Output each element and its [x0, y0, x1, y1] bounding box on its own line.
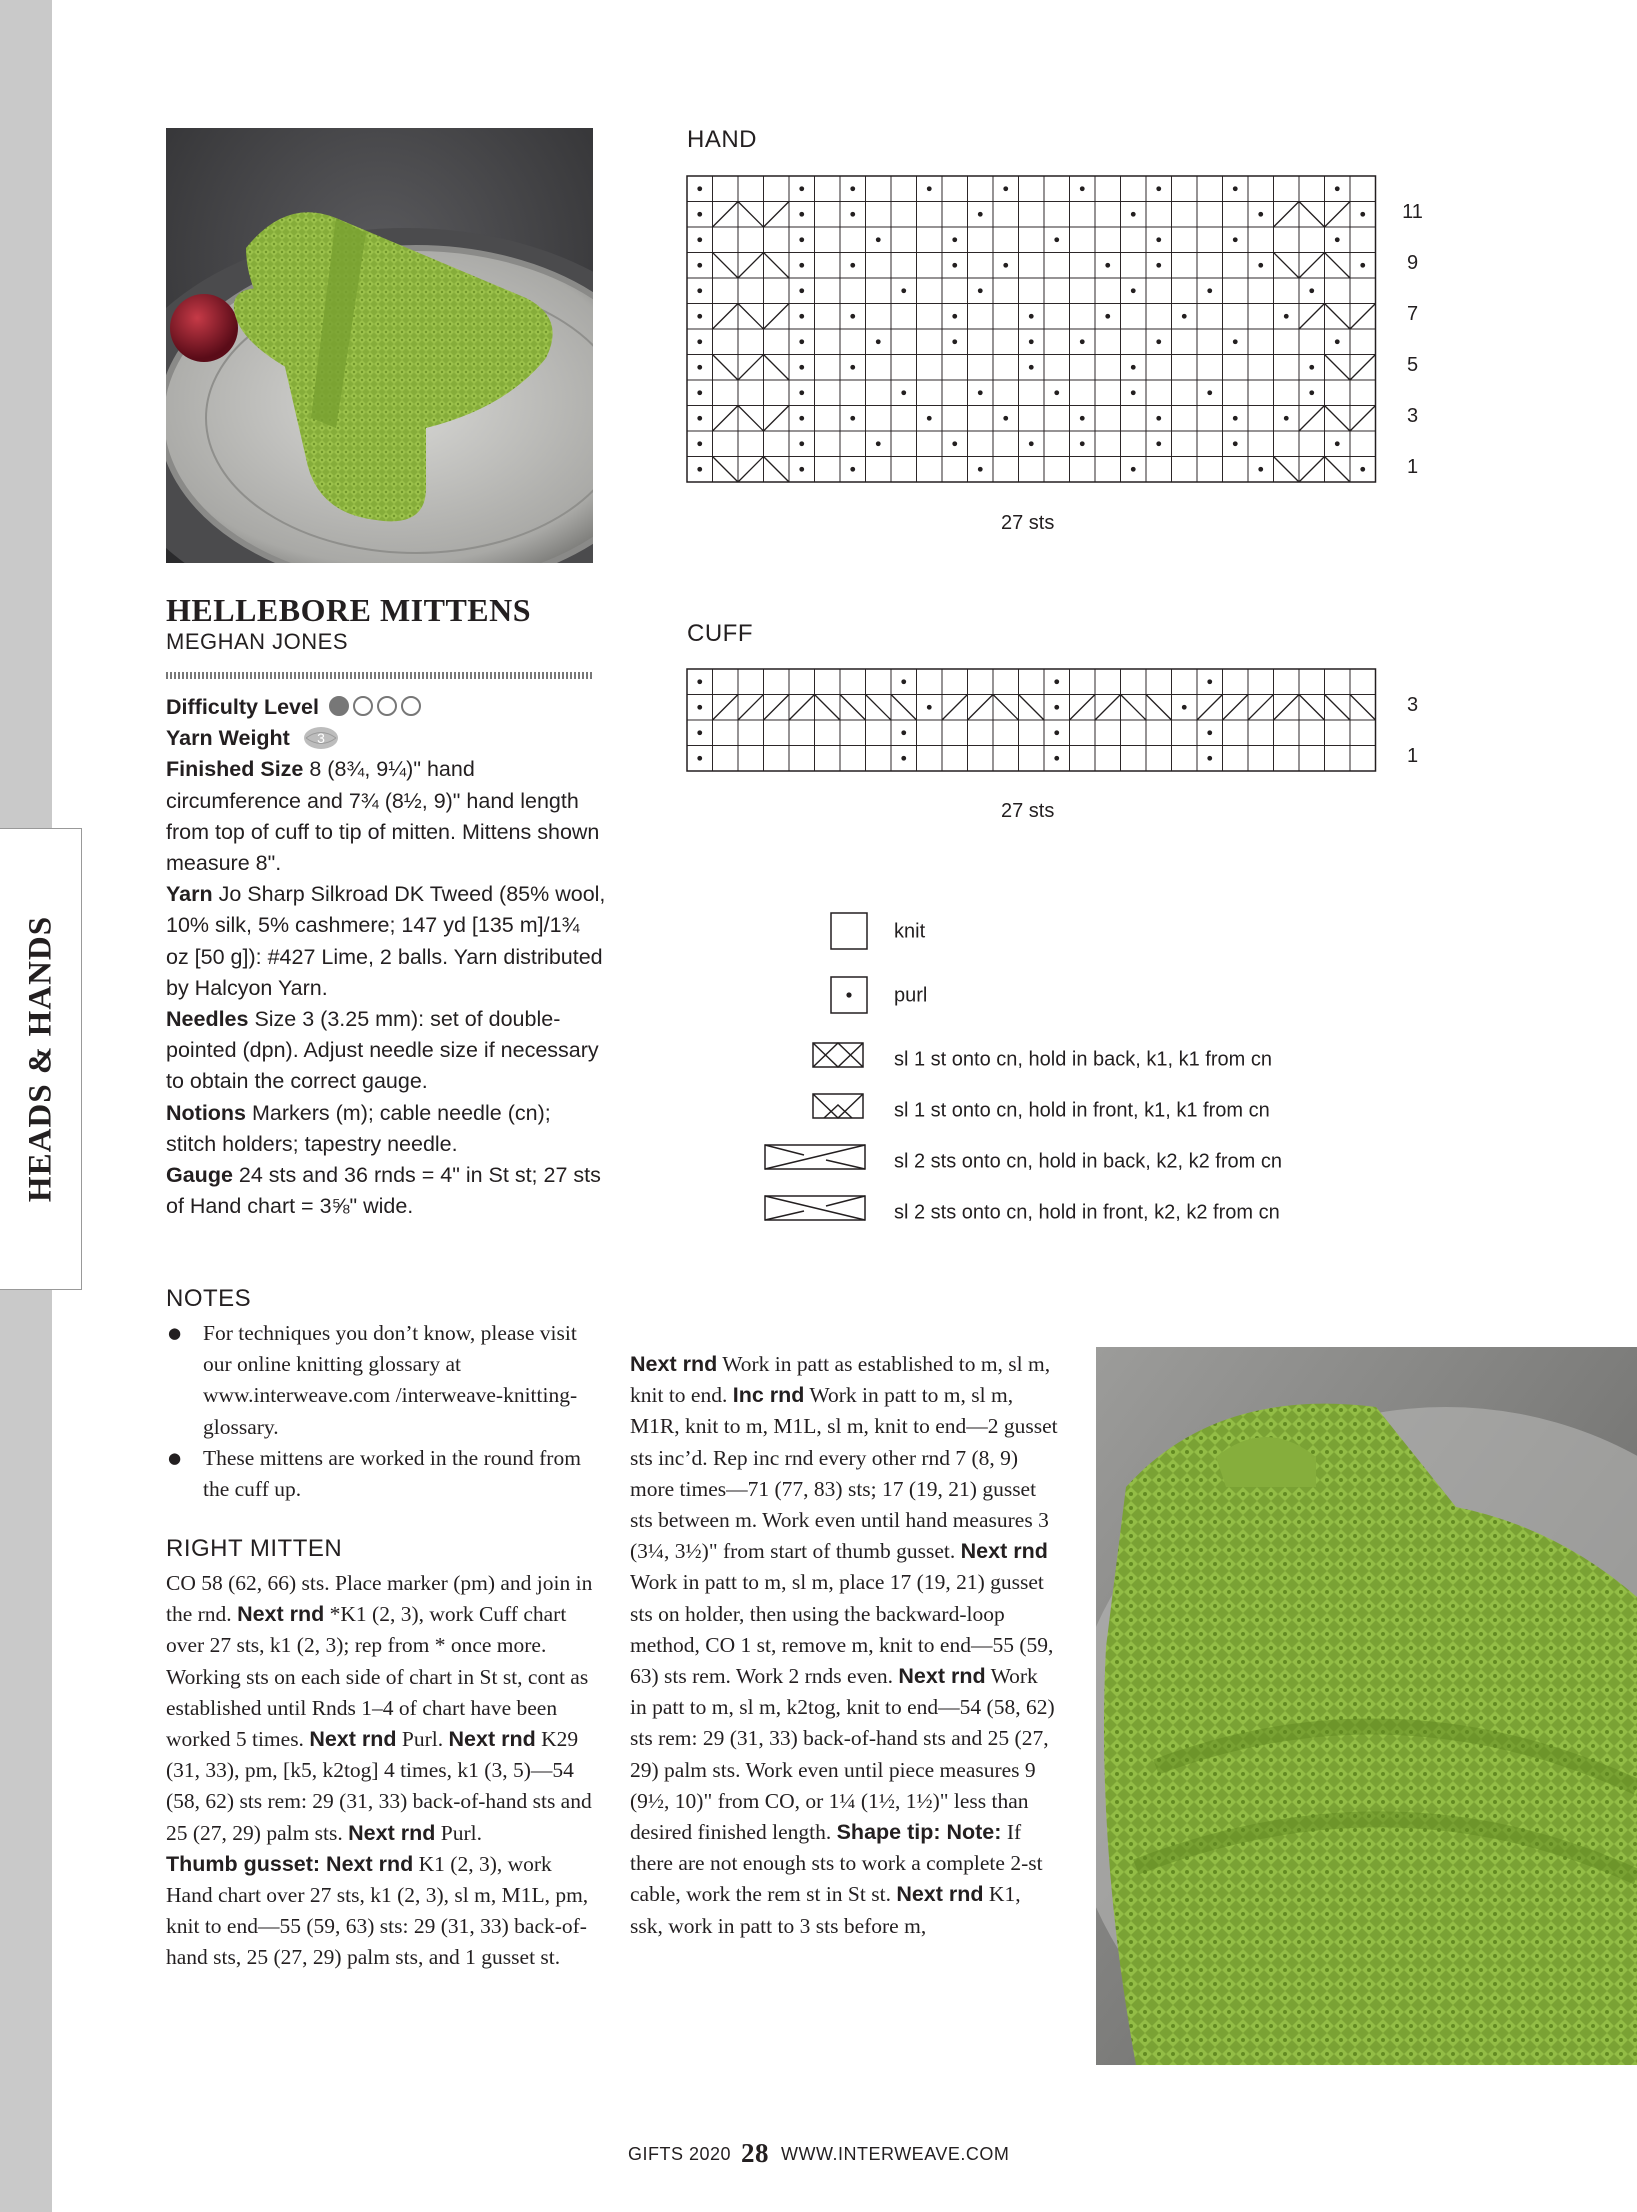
- purl-dot: [1156, 263, 1161, 268]
- row-number: 7: [1406, 303, 1419, 326]
- purl-dot: [1029, 441, 1034, 446]
- purl-dot: [1131, 467, 1136, 472]
- purl-dot: [952, 441, 957, 446]
- purl-dot: [697, 186, 702, 191]
- yarn-weight-icon: [302, 725, 340, 751]
- specs-block: Difficulty Level Yarn Weight 3 Finished Size 8 (8¾, 9¼)" hand circumference and 7¾ (8½, 9)" hand length from top of cuff to tip of mitten. Mittens shown measure 8". Yarn Jo Sharp Silkroad DK Tweed (85% wool, 10% silk, 5% cashmere; 147 yd [135 m]/1¾ oz [50 g]): #427 Lime, 2 balls. Yarn distributed by Halcyon Yarn. Needles Size 3 (3.25 mm): set of double-pointed (dpn). Adjust needle size if necessary to obtain the correct gauge. Notions Markers (m); cable needle (cn); stitch holders; tapestry needle. Gauge 24 sts and 36 rnds = 4" in St st; 27 sts of Hand chart = 3⅝" wide.: [166, 692, 606, 1222]
- row-number: 9: [1406, 252, 1419, 275]
- magazine-name: GIFTS 2020: [628, 2144, 732, 2164]
- legend-label: sl 1 st onto cn, hold in back, k1, k1 from cn: [894, 1048, 1272, 1071]
- purl-dot: [1233, 441, 1238, 446]
- purl-dot: [901, 730, 906, 735]
- cuff-chart-title: CUFF: [687, 620, 753, 647]
- purl-dot: [1284, 416, 1289, 421]
- purl-dot: [1131, 212, 1136, 217]
- purl-dot: [1080, 339, 1085, 344]
- section-tab-label: HEADS & HANDS: [22, 915, 58, 1203]
- purl-dot: [850, 186, 855, 191]
- row-number: 1: [1406, 745, 1419, 768]
- purl-dot: [952, 263, 957, 268]
- purl-dot: [697, 756, 702, 761]
- purl-dot: [1156, 416, 1161, 421]
- purl-dot: [1207, 288, 1212, 293]
- row-number: 11: [1402, 201, 1423, 224]
- purl-dot: [1156, 339, 1161, 344]
- purl-dot: [1309, 365, 1314, 370]
- purl-dot: [1105, 263, 1110, 268]
- legend-label: knit: [894, 920, 926, 943]
- purl-dot: [952, 314, 957, 319]
- difficulty-circle-icon: [329, 696, 349, 716]
- purl-dot: [1207, 730, 1212, 735]
- legend-label: sl 2 sts onto cn, hold in front, k2, k2 from cn: [894, 1201, 1280, 1224]
- cuff-chart: [686, 668, 1378, 772]
- purl-dot: [1054, 730, 1059, 735]
- purl-dot: [1207, 679, 1212, 684]
- note-item: ● These mittens are worked in the round from the cuff up.: [166, 1443, 596, 1505]
- purl-dot: [850, 314, 855, 319]
- purl-dot: [1156, 237, 1161, 242]
- mittens-photo: [166, 128, 593, 563]
- knit-symbol-icon: [830, 912, 870, 952]
- designer-name: MEGHAN JONES: [166, 629, 349, 654]
- purl-dot: [697, 314, 702, 319]
- purl-dot: [697, 441, 702, 446]
- purl-dot: [952, 237, 957, 242]
- purl-dot: [1233, 237, 1238, 242]
- purl-dot: [901, 390, 906, 395]
- continued-instructions: Next rnd Work in patt as established to m, sl m, knit to end. Inc rnd Work in patt to m, sl m, M1R, knit to m, M1L, sl m, knit to end—2 gusset sts inc’d. Rep inc rnd every other rnd 7 (8, 9) more times—71 (77, 83) sts; 17 (19, 21) gusset sts between m. Work even until hand measures 3 (3¼, 3½)" from start of thumb gusset. Next rnd Work in patt to m, sl m, place 17 (19, 21) gusset sts on holder, then using the backward-loop method, CO 1 st, remove m, knit to end—55 (59, 63) sts rem. Work 2 rnds even. Next rnd Work in patt to m, sl m, k2tog, knit to end—54 (58, 62) sts rem: 29 (31, 33) back-of-hand sts and 25 (27, 29) palm sts. Work even until piece measures 9 (9½, 10)" from CO, or 1¼ (1½, 1½)" less than desired finished length. Shape tip: Note: If there are not enough sts to work a complete 2-st cable, work the rem st in St st. Next rnd K1, ssk, work in patt to 3 sts before m,: [630, 1352, 1058, 1938]
- purl-dot: [1003, 263, 1008, 268]
- purl-dot: [1258, 212, 1263, 217]
- purl-dot: [978, 390, 983, 395]
- purl-dot: [1131, 390, 1136, 395]
- purl-dot: [850, 467, 855, 472]
- hand-chart: [686, 175, 1378, 483]
- purl-dot: [927, 705, 932, 710]
- mitten-closeup-photo: [1096, 1347, 1637, 2065]
- difficulty-circle-icon: [401, 696, 421, 716]
- purl-dot: [799, 314, 804, 319]
- purl-dot: [1054, 756, 1059, 761]
- purl-dot: [1284, 314, 1289, 319]
- right-cross-1-1-icon: [812, 1040, 868, 1070]
- purl-dot: [850, 212, 855, 217]
- purl-dot: [1029, 339, 1034, 344]
- purl-dot: [799, 365, 804, 370]
- section-tab: [0, 828, 82, 1290]
- hand-chart-title: HAND: [687, 126, 758, 153]
- legend-label: sl 1 st onto cn, hold in front, k1, k1 from cn: [894, 1099, 1270, 1122]
- purl-symbol-icon: [830, 976, 870, 1016]
- purl-dot: [1309, 390, 1314, 395]
- purl-dot: [1207, 756, 1212, 761]
- purl-dot: [1335, 441, 1340, 446]
- purl-dot: [697, 212, 702, 217]
- purl-dot: [799, 237, 804, 242]
- purl-dot: [799, 416, 804, 421]
- purl-dot: [1054, 390, 1059, 395]
- purl-dot: [927, 186, 932, 191]
- purl-dot: [978, 212, 983, 217]
- purl-dot: [978, 467, 983, 472]
- purl-dot: [697, 237, 702, 242]
- purl-dot: [799, 263, 804, 268]
- purl-dot: [1207, 390, 1212, 395]
- purl-dot: [1233, 186, 1238, 191]
- notes-list: [166, 1318, 596, 1505]
- purl-dot: [1156, 186, 1161, 191]
- purl-dot: [1233, 416, 1238, 421]
- purl-dot: [876, 237, 881, 242]
- purl-dot: [697, 339, 702, 344]
- purl-dot: [697, 416, 702, 421]
- purl-dot: [1080, 441, 1085, 446]
- difficulty-line: Difficulty Level: [166, 692, 606, 723]
- purl-dot: [876, 339, 881, 344]
- cuff-stitch-count: 27 sts: [1001, 800, 1055, 822]
- row-number: 1: [1406, 456, 1419, 479]
- purl-dot: [1335, 339, 1340, 344]
- right-mitten-instructions: CO 58 (62, 66) sts. Place marker (pm) and join in the rnd. Next rnd *K1 (2, 3), work Cuff chart over 27 sts, k1 (2, 3); rep from * once more. Working sts on each side of chart in St st, cont as established until Rnds 1–4 of chart have been worked 5 times. Next rnd Purl. Next rnd K29 (31, 33), pm, [k5, k2tog] 4 times, k1 (3, 5)—54 (58, 62) sts rem: 29 (31, 33) back-of-hand sts and 25 (27, 29) palm sts. Next rnd Purl. Thumb gusset: Next rnd K1 (2, 3), work Hand chart over 27 sts, k1 (2, 3), sl m, M1L, pm, knit to end—55 (59, 63) sts: 29 (31, 33) back-of-hand sts, 25 (27, 29) palm sts, and 1 gusset st.: [166, 1571, 593, 1970]
- purl-dot: [1003, 186, 1008, 191]
- purl-dot: [1182, 314, 1187, 319]
- purl-dot: [697, 730, 702, 735]
- purl-dot: [850, 416, 855, 421]
- purl-dot: [1131, 365, 1136, 370]
- title-rule: [166, 672, 592, 679]
- purl-dot: [1054, 237, 1059, 242]
- purl-dot: [697, 390, 702, 395]
- purl-dot: [697, 705, 702, 710]
- purl-dot: [1156, 441, 1161, 446]
- purl-dot: [1080, 186, 1085, 191]
- purl-dot: [1258, 263, 1263, 268]
- purl-dot: [1360, 467, 1365, 472]
- yarn-weight-line: Yarn Weight 3: [166, 723, 606, 754]
- purl-dot: [1029, 365, 1034, 370]
- purl-dot: [697, 365, 702, 370]
- website: WWW.INTERWEAVE.COM: [781, 2144, 1010, 2164]
- purl-dot: [799, 288, 804, 293]
- purl-dot: [1360, 212, 1365, 217]
- note-item: ● For techniques you don’t know, please visit our online knitting glossary at www.interweave.com /interweave-knitting-glossary.: [166, 1318, 596, 1443]
- purl-dot: [1360, 263, 1365, 268]
- row-number: 3: [1406, 694, 1419, 717]
- left-cross-2-2-icon: [764, 1193, 868, 1223]
- purl-dot: [901, 288, 906, 293]
- notes-heading: NOTES: [166, 1285, 252, 1312]
- legend-label: purl: [894, 984, 928, 1007]
- page-footer: [628, 2138, 1009, 2169]
- purl-dot: [978, 288, 983, 293]
- purl-dot: [1309, 288, 1314, 293]
- page-number: 28: [741, 2138, 770, 2168]
- purl-dot: [876, 441, 881, 446]
- row-number: 3: [1406, 405, 1419, 428]
- purl-dot: [697, 467, 702, 472]
- pattern-title: HELLEBORE MITTENS: [166, 592, 532, 628]
- difficulty-circle-icon: [377, 696, 397, 716]
- hand-stitch-count: 27 sts: [1001, 512, 1055, 534]
- row-number: 5: [1406, 354, 1419, 377]
- purl-dot: [799, 441, 804, 446]
- purl-dot: [1054, 679, 1059, 684]
- purl-dot: [1029, 314, 1034, 319]
- left-cross-1-1-icon: [812, 1091, 868, 1121]
- purl-dot: [1054, 705, 1059, 710]
- purl-dot: [799, 339, 804, 344]
- purl-dot: [1182, 705, 1187, 710]
- purl-dot: [1105, 314, 1110, 319]
- difficulty-circle-icon: [353, 696, 373, 716]
- purl-dot: [952, 339, 957, 344]
- purl-dot: [697, 679, 702, 684]
- purl-dot: [1335, 186, 1340, 191]
- purl-dot: [1003, 416, 1008, 421]
- right-cross-2-2-icon: [764, 1142, 868, 1172]
- purl-dot: [901, 679, 906, 684]
- purl-dot: [1233, 339, 1238, 344]
- purl-dot: [1131, 288, 1136, 293]
- purl-dot: [799, 212, 804, 217]
- purl-dot: [799, 186, 804, 191]
- purl-dot: [1258, 467, 1263, 472]
- svg-text:3: 3: [316, 730, 325, 747]
- purl-dot: [901, 756, 906, 761]
- right-mitten-heading: RIGHT MITTEN: [166, 1535, 343, 1562]
- purl-dot: [850, 263, 855, 268]
- legend-label: sl 2 sts onto cn, hold in back, k2, k2 from cn: [894, 1150, 1282, 1173]
- purl-dot: [1335, 237, 1340, 242]
- purl-dot: [697, 288, 702, 293]
- purl-dot: [697, 263, 702, 268]
- purl-dot: [850, 365, 855, 370]
- purl-dot: [799, 467, 804, 472]
- difficulty-rating: [325, 695, 421, 719]
- purl-dot: [1080, 416, 1085, 421]
- purl-dot: [927, 416, 932, 421]
- purl-dot: [799, 390, 804, 395]
